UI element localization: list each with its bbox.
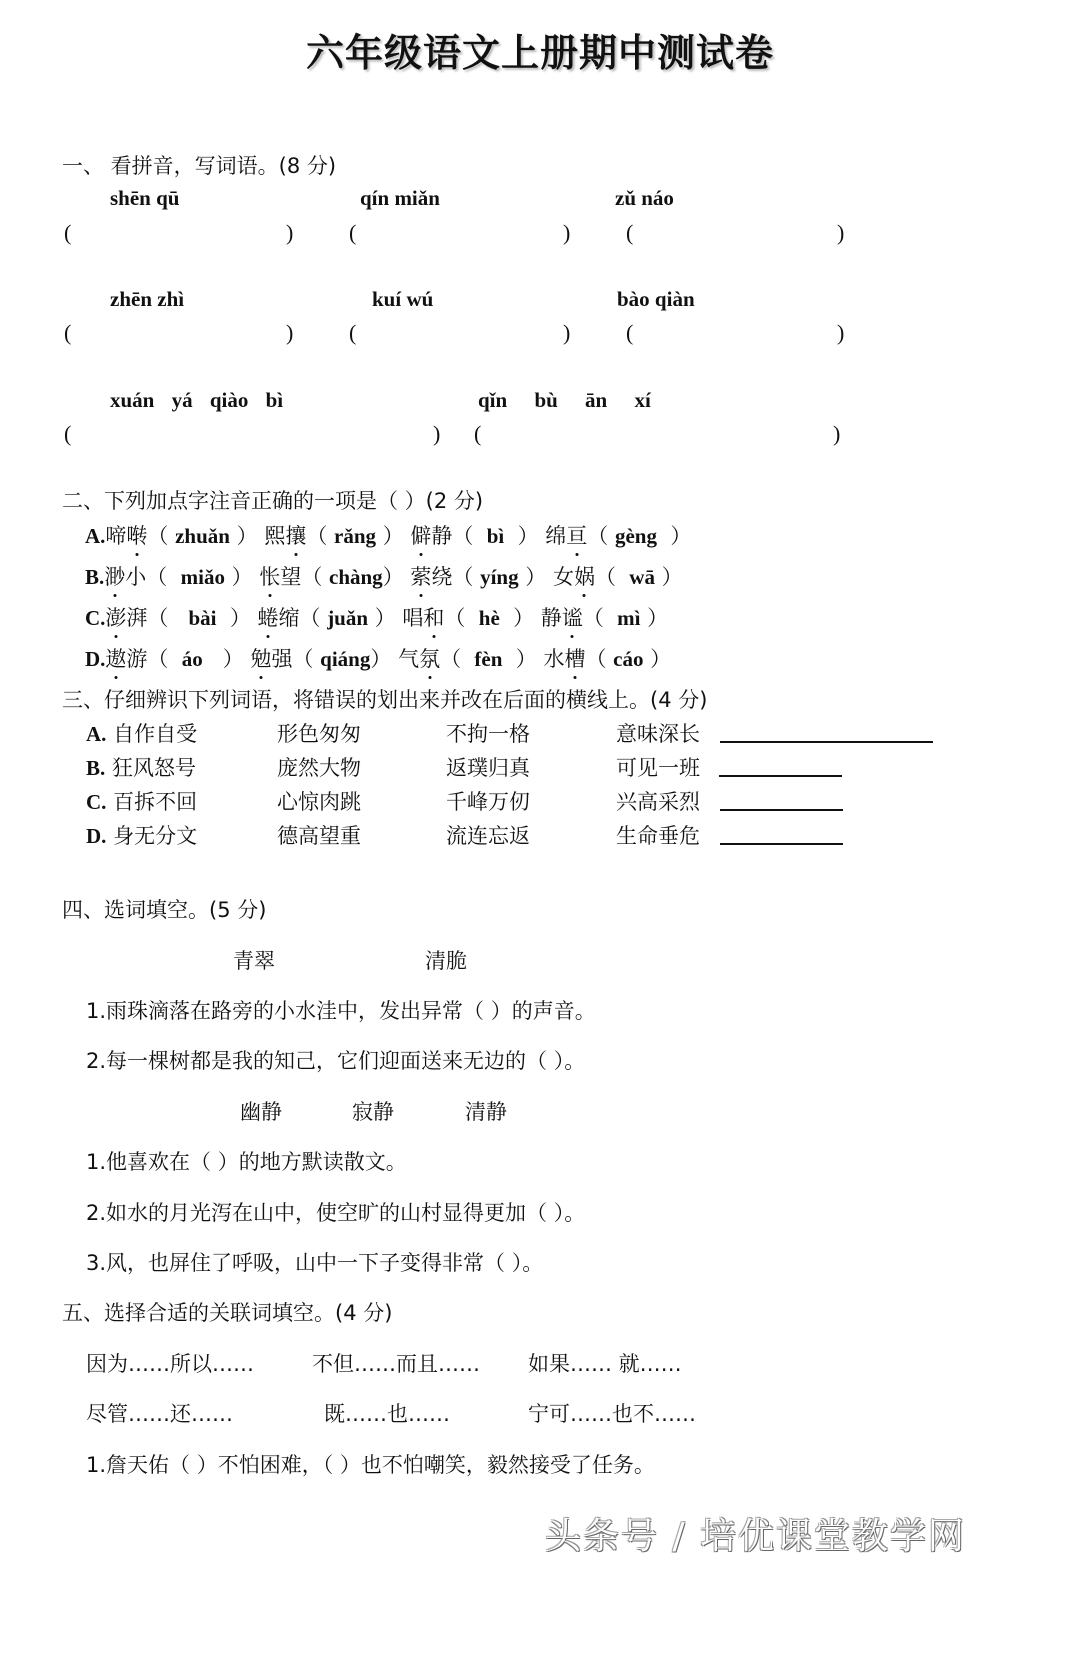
row-label: D. 身无分文 [86,824,198,848]
conjunction: 宁可……也不…… [528,1402,696,1426]
row-label: A. 自作自受 [86,722,198,746]
word-choice: 青翠 [233,949,275,973]
row-label: C. 百拆不回 [86,790,198,814]
watermark: 头条号 / 培优课堂教学网 [545,1516,967,1557]
dotted-char: 娲 [574,561,595,591]
page-title: 六年级语文上册期中测试卷 [305,31,774,75]
question: 1.雨珠滴落在路旁的小水洼中，发出异常（ ）的声音。 [86,999,596,1023]
dotted-char: 亘 [566,520,587,550]
dotted-char: 槽 [564,643,585,673]
dotted-char: 蜷 [258,602,279,632]
pinyin-1-2: qín miǎn [360,186,440,210]
pinyin-2-2: kuí wú [372,287,434,311]
option-label: C. [85,606,106,630]
conjunction: 尽管……还…… [86,1402,233,1426]
conjunction: 因为……所以…… [86,1352,254,1376]
pinyin-3-2: qǐn bù ān xí [478,388,651,412]
dotted-char: 遨 [105,643,126,673]
section3-heading: 三、仔细辨识下列词语，将错误的划出来并改在后面的横线上。(4 分) [62,688,708,712]
word-choice: 幽静 [240,1100,282,1124]
word: 心惊肉跳 [277,790,361,814]
pinyin-1-3: zǔ náo [615,186,674,210]
answer-paren-open: ( [626,220,634,245]
dotted-char: 渺 [104,561,125,591]
option-label: B. [85,565,105,589]
word-choice: 清静 [465,1100,507,1124]
word: 不拘一格 [446,722,530,746]
word: 可见一班 [616,756,700,780]
conjunction: 既……也…… [324,1402,450,1426]
answer-paren-open: ( [474,421,482,446]
answer-line[interactable] [720,843,843,845]
question: 2.如水的月光泻在山中，使空旷的山村显得更加（ ）。 [86,1201,586,1225]
word-choice: 清脆 [425,949,467,973]
word: 流连忘返 [446,824,530,848]
answer-line[interactable] [720,741,933,743]
dotted-char: 攘 [285,520,306,550]
word-choice: 寂静 [352,1100,394,1124]
word: 形色匆匆 [277,722,361,746]
word: 千峰万仞 [446,790,530,814]
dotted-char: 谧 [562,602,583,632]
answer-paren-close: ) [833,421,841,446]
answer-paren-close: ) [433,421,441,446]
option-d: D.遨游（ áo ） 勉强（ qiáng） 气氛（ fèn ） 水槽（ cáo ） [85,643,671,673]
option-label: A. [85,524,106,548]
section1-heading: 一、 看拼音，写词语。(8 分) [62,154,337,178]
answer-paren-open: ( [349,320,357,345]
answer-line[interactable] [719,775,842,777]
dotted-char: 澎 [105,602,126,632]
answer-paren-close: ) [563,320,571,345]
dotted-char: 萦 [410,561,431,591]
dotted-char: 勉 [250,643,271,673]
answer-paren-open: ( [64,220,72,245]
answer-paren-close: ) [837,320,845,345]
question: 1.詹天佑（ ）不怕困难，（ ）也不怕嘲笑，毅然接受了任务。 [86,1453,655,1477]
answer-paren-open: ( [64,421,72,446]
conjunction: 如果…… 就…… [528,1352,682,1376]
word: 返璞归真 [446,756,530,780]
pinyin-3-1: xuán yá qiào bì [110,388,284,412]
dotted-char: 氛 [419,643,440,673]
word: 意味深长 [616,722,700,746]
question: 3.风，也屏住了呼吸，山中一下子变得非常（ ）。 [86,1251,544,1275]
answer-paren-open: ( [626,320,634,345]
question: 2.每一棵树都是我的知己，它们迎面送来无边的（ ）。 [86,1049,586,1073]
answer-paren-close: ) [286,320,294,345]
word: 兴高采烈 [616,790,700,814]
question: 1.他喜欢在（ ）的地方默读散文。 [86,1150,407,1174]
answer-paren-open: ( [64,320,72,345]
option-c: C.澎湃（ bài ） 蜷缩（ juǎn ） 唱和（ hè ） 静谧（ mì ） [85,602,668,632]
pinyin-2-1: zhēn zhì [110,287,185,311]
answer-line[interactable] [720,809,843,811]
word: 德高望重 [277,824,361,848]
word: 庞然大物 [277,756,361,780]
dotted-char: 怅 [259,561,280,591]
pinyin-1-1: shēn qū [110,186,180,210]
answer-paren-close: ) [286,220,294,245]
dotted-char: 和 [423,602,444,632]
conjunction: 不但……而且…… [312,1352,480,1376]
option-a: A.啼啭（ zhuǎn ） 熙攘（ rǎng ） 僻静（ bì ） 绵亘（ gèng ） [85,520,691,550]
answer-paren-close: ) [837,220,845,245]
option-b: B.渺小（ miǎo ） 怅望（ chàng） 萦绕（ yíng ） 女娲（ wā ） [85,561,683,591]
dotted-char: 僻 [410,520,431,550]
option-label: D. [85,647,106,671]
section2-heading: 二、下列加点字注音正确的一项是（ ）(2 分) [62,489,484,513]
answer-paren-open: ( [349,220,357,245]
pinyin-2-3: bào qiàn [617,287,695,311]
dotted-char: 啭 [126,520,147,550]
answer-paren-close: ) [563,220,571,245]
section5-heading: 五、选择合适的关联词填空。(4 分) [62,1301,393,1325]
word: 生命垂危 [616,824,700,848]
section4-heading: 四、选词填空。(5 分) [62,898,267,922]
row-label: B. 狂风怒号 [86,756,196,780]
